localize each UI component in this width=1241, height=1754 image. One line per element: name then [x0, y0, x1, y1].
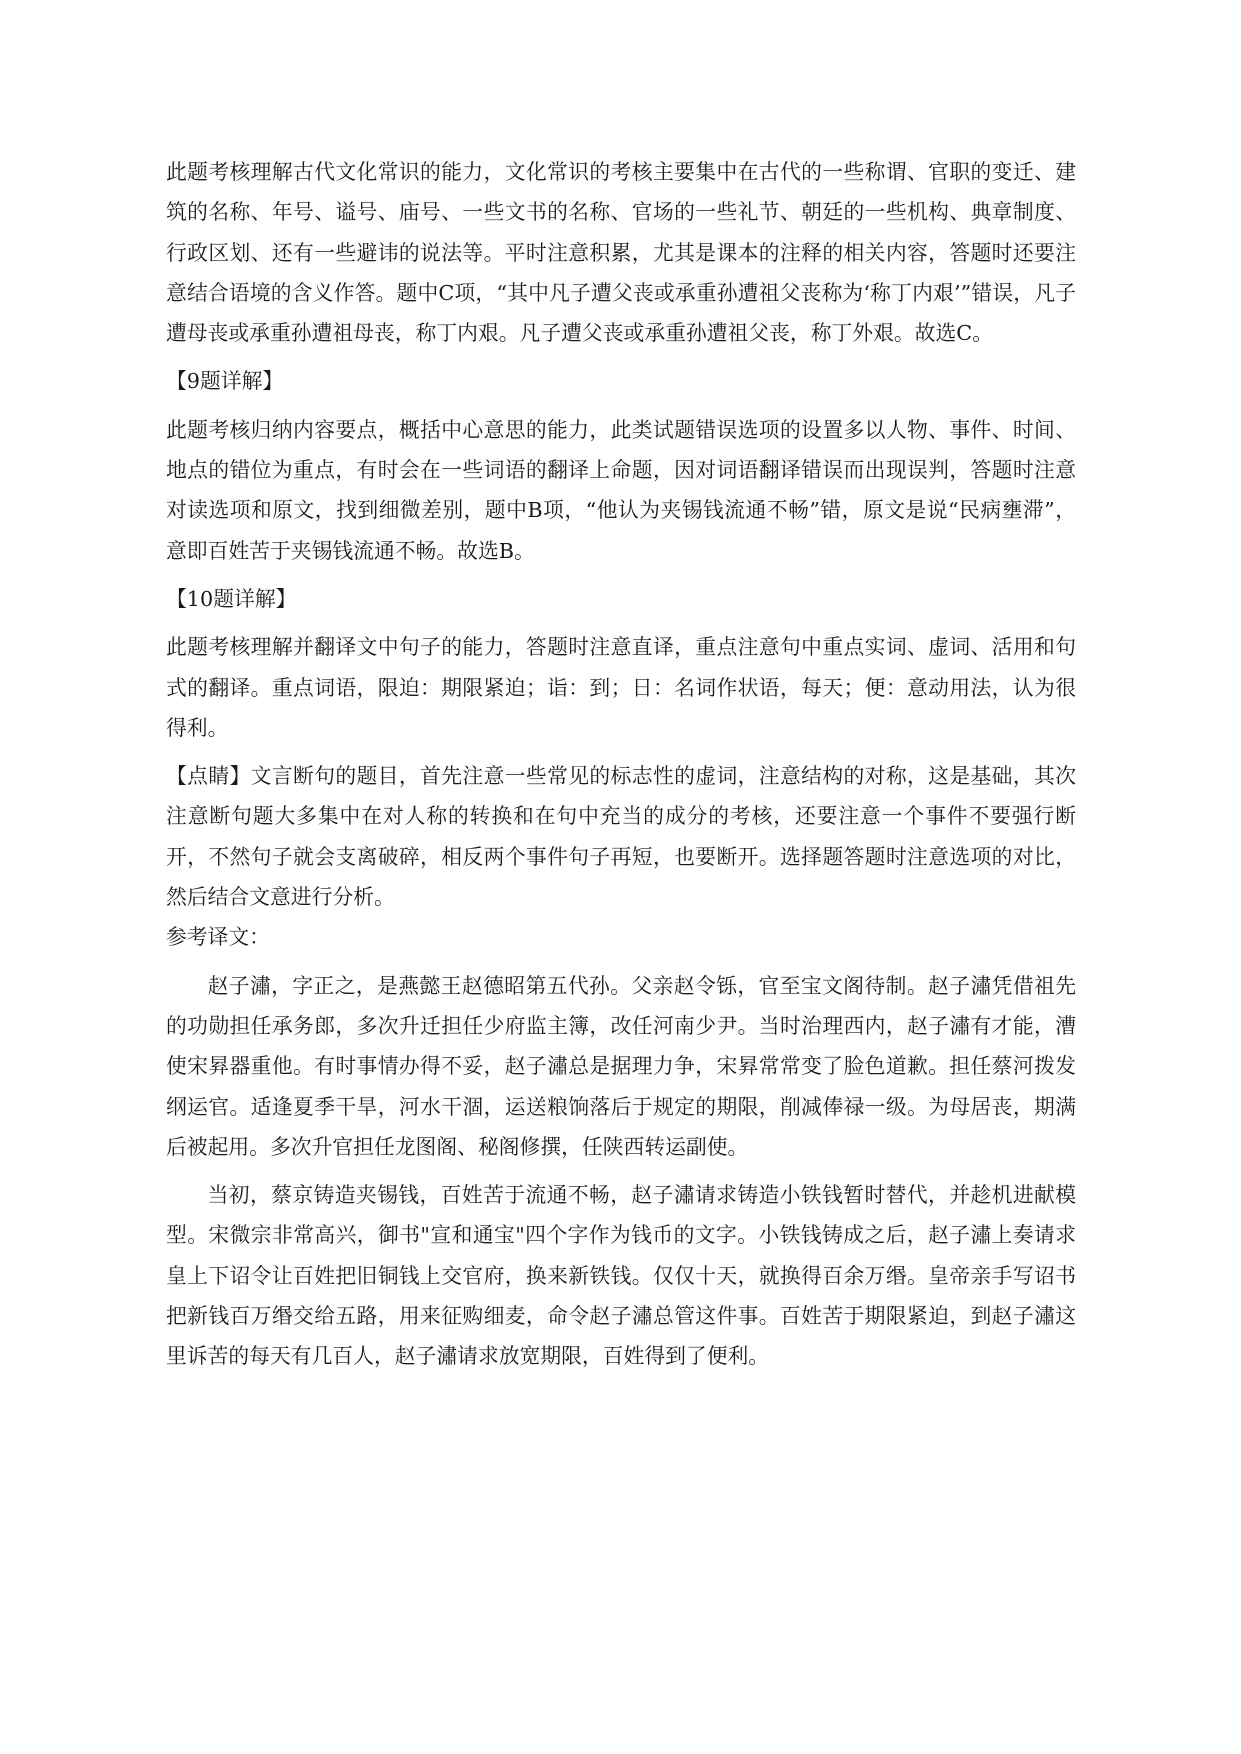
translation-paragraph-1: 赵子潚，字正之，是燕懿王赵德昭第五代孙。父亲赵令铄，官至宝文阁待制。赵子潚凭借祖先的功勋担任承务郎，多次升迁担任少府监主簿，改任河南少尹。当时治理西内，赵子潚有才能，漕使宋昪器重他。有时事情办得不妥，赵子潚总是据理力争，宋昪常常变了脸色道歉。担任蔡河拨发纲运官。适逢夏季干旱，河水干涸，运送粮饷落后于规定的期限，削减俸禄一级。为母居丧，期满后被起用。多次升官担任龙图阁、秘阁修撰，任陕西转运副使。 [166, 973, 1076, 1159]
heading-q9-explanation: 【9题详解】 [166, 369, 284, 394]
paragraph-tip: 【点睛】文言断句的题目，首先注意一些常见的标志性的虚词，注意结构的对称，这是基础，其次注意断句题大多集中在对人称的转换和在句中充当的成分的考核，还要注意一个事件不要强行断开，不然句子就会支离破碎，相反两个事件句子再短，也要断开。选择题答题时注意选项的对比，然后结合文意进行分析。 [166, 764, 1076, 910]
paragraph-q9-analysis: 此题考核归纳内容要点，概括中心意思的能力，此类试题错误选项的设置多以人物、事件、时间、地点的错位为重点，有时会在一些词语的翻译上命题，因对词语翻译错误而出现误判，答题时注意对读选项和原文，找到细微差别，题中B项，“他认为夹锡钱流通不畅”错，原文是说“民病壅滞”，意即百姓苦于夹锡钱流通不畅。故选B。 [166, 417, 1076, 563]
heading-reference-translation: 参考译文： [166, 925, 270, 950]
translation-paragraph-2: 当初，蔡京铸造夹锡钱，百姓苦于流通不畅，赵子潚请求铸造小铁钱暂时替代，并趁机进献模型。宋微宗非常高兴，御书"宣和通宝"四个字作为钱币的文字。小铁钱铸成之后，赵子潚上奏请求皇上下诏令让百姓把旧铜钱上交官府，换来新铁钱。仅仅十天，就换得百余万缗。皇帝亲手写诏书把新钱百万缗交给五路，用来征购细麦，命令赵子潚总管这件事。百姓苦于期限紧迫，到赵子潚这里诉苦的每天有几百人，赵子潚请求放宽期限，百姓得到了便利。 [166, 1183, 1076, 1369]
paragraph-q8-analysis: 此题考核理解古代文化常识的能力，文化常识的考核主要集中在古代的一些称谓、官职的变迁、建筑的名称、年号、谥号、庙号、一些文书的名称、官场的一些礼节、朝廷的一些机构、典章制度、行政区划、还有一些避讳的说法等。平时注意积累，尤其是课本的注释的相关内容，答题时还要注意结合语境的含义作答。题中C项，“其中凡子遭父丧或承重孙遭祖父丧称为‘称丁内艰’”错误，凡子遭母丧或承重孙遭祖母丧，称丁内艰。凡子遭父丧或承重孙遭祖父丧，称丁外艰。故选C。 [166, 160, 1076, 346]
paragraph-q10-analysis: 此题考核理解并翻译文中句子的能力，答题时注意直译，重点注意句中重点实词、虚词、活用和句式的翻译。重点词语，限迫：期限紧迫；诣：到；日：名词作状语，每天；便：意动用法，认为很得利。 [166, 635, 1076, 740]
document-page [166, 152, 1076, 1377]
heading-q10-explanation: 【10题详解】 [166, 586, 297, 611]
